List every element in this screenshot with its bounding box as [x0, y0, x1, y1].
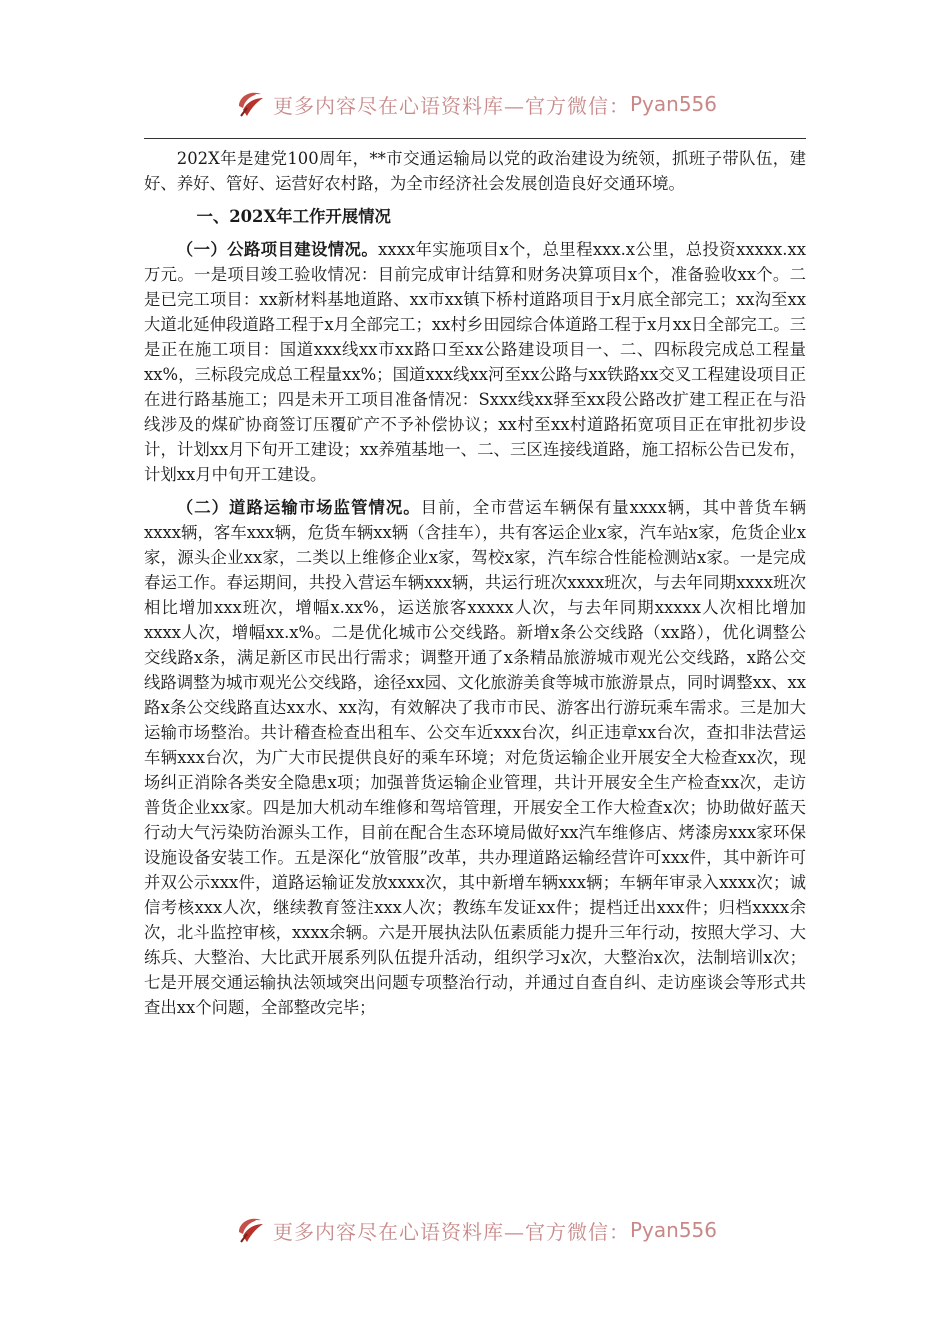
subsection-1-title: （一）公路项目建设情况。: [176, 240, 379, 259]
section-heading: 一、202X年工作开展情况: [196, 207, 391, 226]
subsection-2-paragraph: [144, 495, 806, 1020]
intro-paragraph: 202X年是建党100周年，**市交通运输局以党的政治建设为统领，抓班子带队伍，建好、养好、管好、运营好农村路，为全市经济社会发展创造良好交通环境。: [144, 149, 806, 193]
header-divider: [144, 138, 806, 139]
pen-logo-icon: [233, 1212, 269, 1248]
subsection-2-body: 目前，全市营运车辆保有量xxxx辆，其中普货车辆xxxx辆，客车xxx辆，危货车辆xx辆（含挂车），共有客运企业x家，汽车站x家，危货企业x家，源头企业xx家，二类以上维修企业x家，驾校x家，汽车综合性能检测站x家。一是完成春运工作。春运期间，共投入营运车辆xxx辆，共运行班次xxxx班次，与去年同期xxxx班次相比增加xxx班次，增幅x.xx%，运送旅客xxxxx人次，与去年同期xxxxx人次相比增加xxxx人次，增幅xx.x%。二是优化城市公交线路。新增x条公交线路（xx路），优化调整公交线路x条，满足新区市民出行需求；调整开通了x条精品旅游城市观光公交线路，x路公交线路调整为城市观光公交线路，途径xx园、文化旅游美食等城市旅游景点，同时调整xx、xx路x条公交线路直达xx水、xx沟，有效解决了我市市民、游客出行游玩乘车需求。三是加大运输市场整治。共计稽查检查出租车、公交车近xxx台次，纠正违章xx台次，查扣非法营运车辆xxx台次，为广大市民提供良好的乘车环境；对危货运输企业开展安全大检查xx次，现场纠正消除各类安全隐患x项；加强普货运输企业管理，共计开展安全生产检查xx次，走访普货企业xx家。四是加大机动车维修和驾培管理，开展安全工作大检查x次；协助做好蓝天行动大气污染防治源头工作，目前在配合生态环境局做好xx汽车维修店、烤漆房xxx家环保设施设备安装工作。五是深化“放管服”改革，共办理道路运输经营许可xxx件，其中新许可并双公示xxx件，道路运输证发放xxxx次，其中新增车辆xxx辆；车辆年审录入xxxx次；诚信考核xxx人次，继续教育签注xxx人次；教练车发证xx件；提档迁出xxx件；归档xxxx余次，北斗监控审核，xxxx余辆。六是开展执法队伍素质能力提升三年行动，按照大学习、大练兵、大整治、大比武开展系列队伍提升活动，组织学习x次，大整治x次，法制培训x次；七是开展交通运输执法领域突出问题专项整治行动，并通过自查自纠、走访座谈会等形式共查出xx个问题，全部整改完毕；: [144, 498, 806, 1017]
banner-wechat-id: Pyan556: [629, 1218, 717, 1242]
header-banner: [0, 84, 950, 124]
banner-text: 更多内容尽在心语资料库—官方微信：: [272, 93, 630, 118]
subsection-2-title: （二）道路运输市场监管情况。: [176, 498, 421, 517]
pen-logo-icon: [233, 86, 269, 122]
banner-text: 更多内容尽在心语资料库—官方微信：: [272, 1219, 630, 1244]
subsection-1-body: xxxx年实施项目x个，总里程xxx.x公里，总投资xxxxx.xx万元。一是项目竣工验收情况：目前完成审计结算和财务决算项目x个，准备验收xx个。二是已完工项目：xx新材料基地道路、xx市xx镇下桥村道路项目于x月底全部完工；xx沟至xx大道北延伸段道路工程于x月全部完工；xx村乡田园综合体道路工程于x月xx日全部完工。三是正在施工项目：国道xxx线xx市xx路口至xx公路建设项目一、二、四标段完成总工程量xx%，三标段完成总工程量xx%；国道xxx线xx河至xx公路与xx铁路xx交叉工程建设项目正在进行路基施工；四是未开工项目准备情况：Sxxx线xx驿至xx段公路改扩建工程正在与沿线涉及的煤矿协商签订压覆矿产不予补偿协议；xx村至xx村道路拓宽项目正在审批初步设计，计划xx月下旬开工建设；xx养殖基地一、二、三区连接线道路，施工招标公告已发布，计划xx月中旬开工建设。: [144, 240, 806, 484]
subsection-1-paragraph: [144, 237, 806, 487]
footer-banner: [0, 1210, 950, 1250]
banner-wechat-id: Pyan556: [629, 92, 717, 116]
document-body: [144, 146, 806, 1020]
